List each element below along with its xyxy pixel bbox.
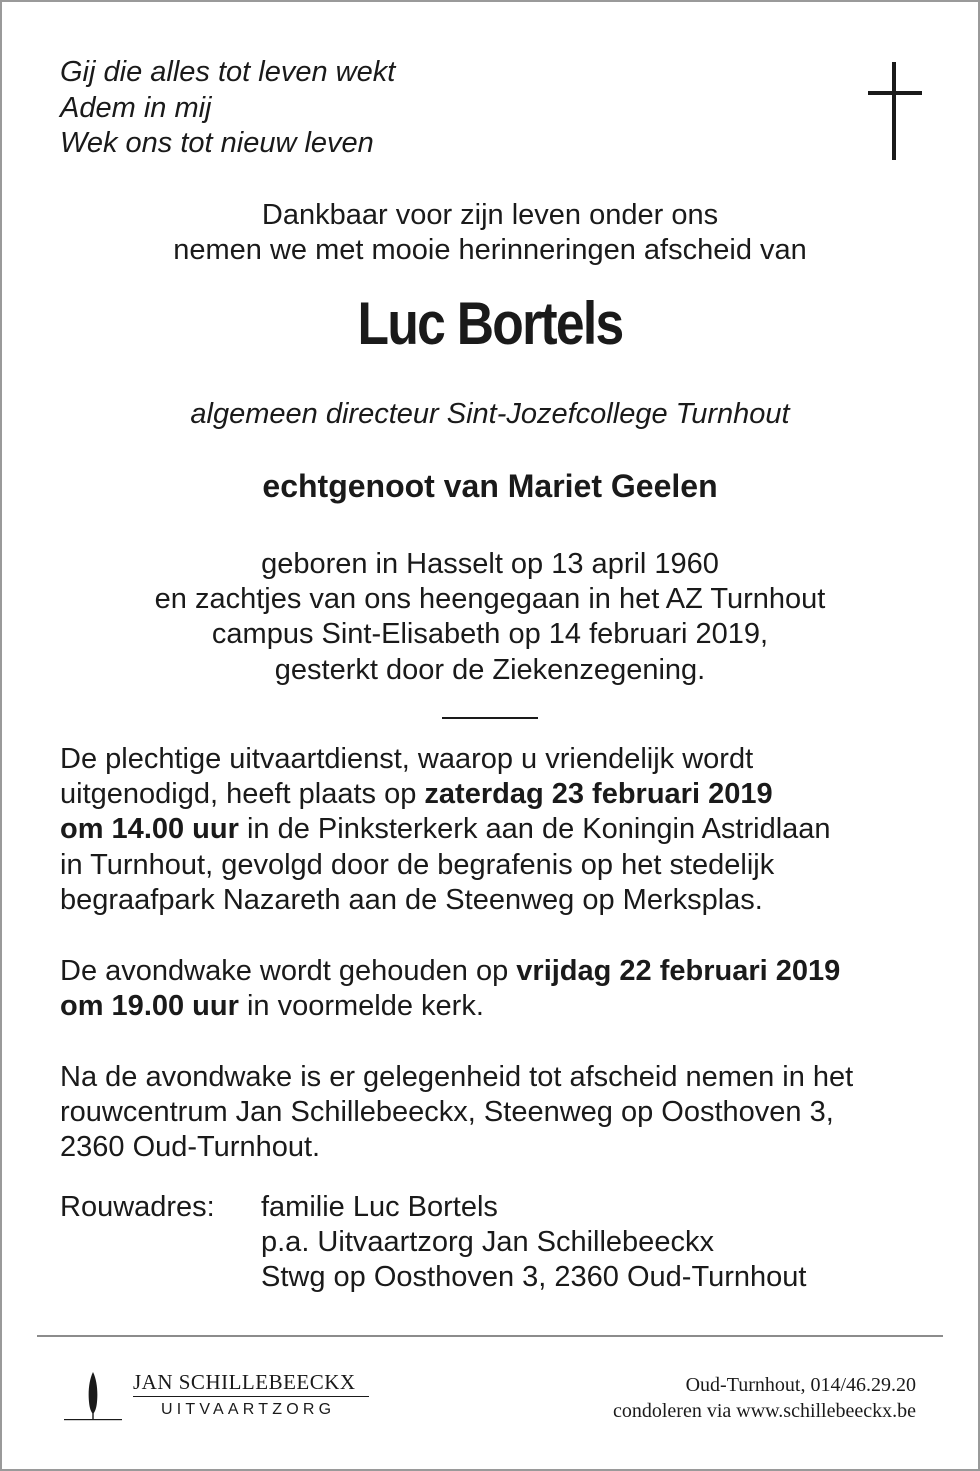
funeral-paragraph xyxy=(60,742,940,918)
vigil-date: vrijdag 22 februari 2019 xyxy=(516,955,841,987)
cross-icon xyxy=(865,62,925,162)
funeral-line xyxy=(60,777,940,812)
birth-line: en zachtjes van ons heengegaan in het AZ Turnhout xyxy=(154,583,826,616)
intro-text xyxy=(2,198,978,268)
cypress-tree-icon xyxy=(62,1370,124,1422)
intro-line: Dankbaar voor zijn leven onder ons xyxy=(261,199,719,231)
poem-line: Gij die alles tot leven wekt xyxy=(60,56,396,88)
farewell-line: 2360 Oud-Turnhout. xyxy=(60,1131,321,1164)
funeral-date: zaterdag 23 februari 2019 xyxy=(424,778,773,811)
contact-phone: Oud-Turnhout, 014/46.29.20 xyxy=(685,1374,916,1396)
address-block xyxy=(261,1190,806,1296)
birth-line: campus Sint-Elisabeth op 14 februari 2019, xyxy=(211,618,769,651)
funeral-line: in Turnhout, gevolgd door de begrafenis op het stedelijk xyxy=(60,848,775,881)
vigil-line xyxy=(60,989,940,1024)
vigil-line xyxy=(60,954,940,989)
address-line: p.a. Uitvaartzorg Jan Schillebeeckx xyxy=(261,1226,714,1259)
funeral-text: in de Pinksterkerk aan de Koningin Astridlaan xyxy=(238,813,831,846)
address-line: Stwg op Oosthoven 3, 2360 Oud-Turnhout xyxy=(261,1261,807,1294)
address-line: familie Luc Bortels xyxy=(261,1191,498,1223)
vigil-text: in voormelde kerk. xyxy=(238,990,484,1023)
farewell-paragraph xyxy=(60,1060,940,1166)
logo-name: JAN SCHILLEBEECKX xyxy=(133,1370,356,1394)
farewell-line: Na de avondwake is er gelegenheid tot afscheid nemen in het xyxy=(60,1061,854,1093)
funeral-line: begraafpark Nazareth aan de Steenweg op Merksplas. xyxy=(60,883,763,916)
contact-website: condoleren via www.schillebeeckx.be xyxy=(612,1400,916,1422)
poem xyxy=(60,55,395,162)
vigil-text: De avondwake wordt gehouden op xyxy=(60,955,517,987)
spouse-line: echtgenoot van Mariet Geelen xyxy=(262,468,718,504)
birth-line: geboren in Hasselt op 13 april 1960 xyxy=(261,548,719,580)
address-label: Rouwadres: xyxy=(60,1191,215,1223)
vigil-paragraph xyxy=(60,954,940,1024)
footer-divider xyxy=(37,1335,943,1337)
logo-rule xyxy=(133,1396,369,1397)
deceased-role: algemeen directeur Sint-Jozefcollege Turnhout xyxy=(190,398,790,430)
farewell-line: rouwcentrum Jan Schillebeeckx, Steenweg op Oosthoven 3, xyxy=(60,1096,834,1129)
deceased-name: Luc Bortels xyxy=(357,290,623,357)
funeral-text: uitgenodigd, heeft plaats op xyxy=(60,778,425,811)
vigil-time: om 19.00 uur xyxy=(60,990,239,1023)
funeral-time: om 14.00 uur xyxy=(60,813,239,846)
intro-line: nemen we met mooie herinneringen afscheid van xyxy=(173,234,807,266)
birth-line: gesterkt door de Ziekenzegening. xyxy=(274,653,706,686)
contact-info xyxy=(613,1372,916,1424)
funeral-line xyxy=(60,812,940,847)
poem-line: Adem in mij xyxy=(60,91,212,124)
logo-subtitle: UITVAARTZORG xyxy=(161,1401,336,1418)
birth-death-info xyxy=(2,547,978,688)
poem-line: Wek ons tot nieuw leven xyxy=(60,127,374,159)
funeral-line: De plechtige uitvaartdienst, waarop u vriendelijk wordt xyxy=(60,743,754,775)
divider-line xyxy=(442,717,538,719)
